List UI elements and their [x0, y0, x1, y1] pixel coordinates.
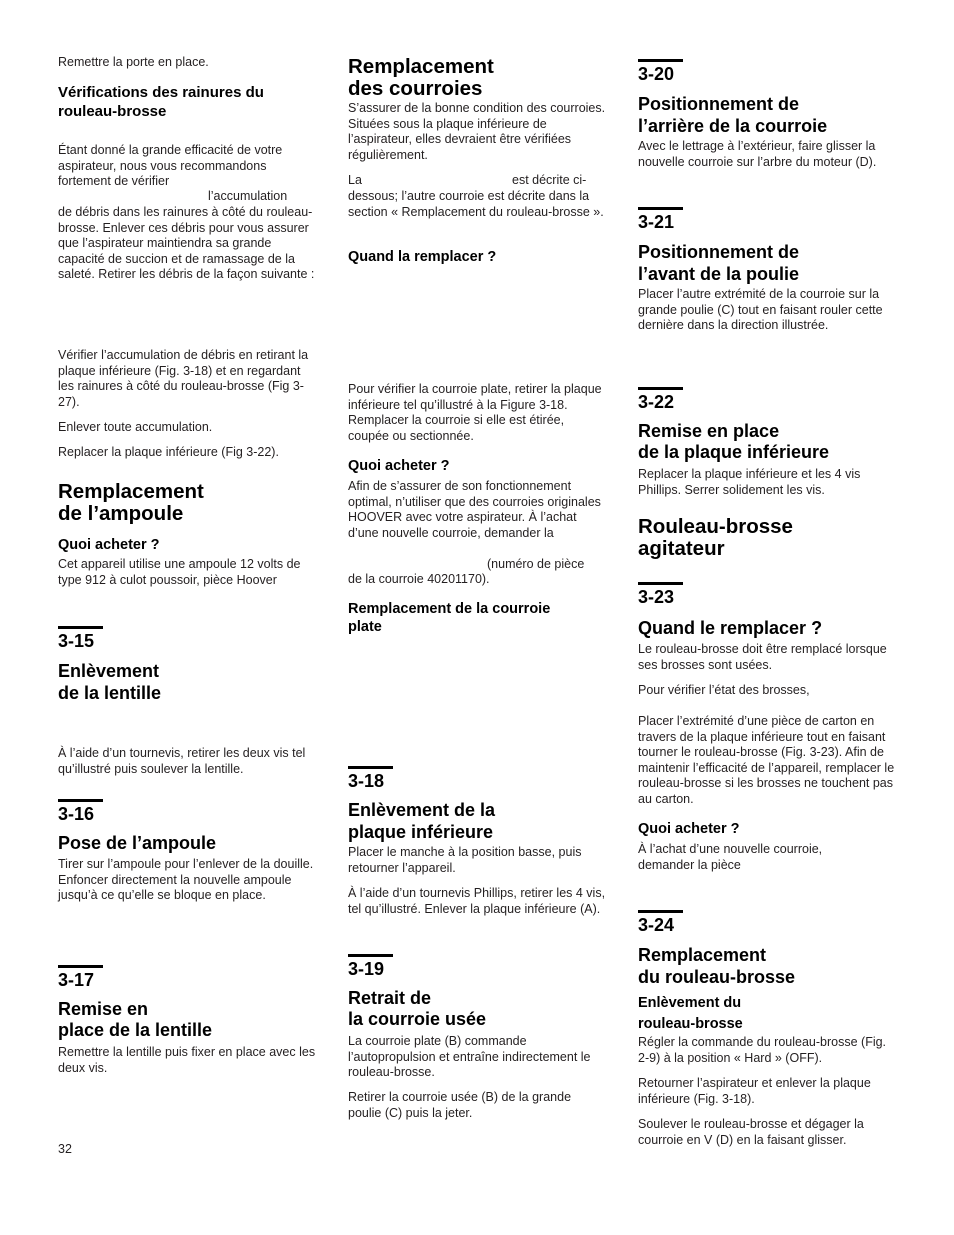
- section-3-22-title: Remise en place de la plaque inférieure: [638, 421, 830, 462]
- section-3-18-text-2: À l’aide d’un tournevis Phillips, retirer les 4 vis, tel qu’illustré. Enlever la plaque inférieure (A).: [348, 886, 606, 916]
- section-3-17-title: Remise en place de la lentille: [58, 999, 213, 1040]
- courroies-text: S’assurer de la bonne condition des courroies. Situées sous la plaque inférieure de l’aspirateur, elles devraient être vérifiées régulièrement.: [348, 101, 606, 162]
- section-3-24-text-2: Retourner l’aspirateur et enlever la plaque inférieure (Fig. 3-18).: [638, 1076, 871, 1106]
- section-3-19-title: Retrait de la courroie usée: [348, 988, 487, 1029]
- section-3-20-title: Positionnement de l’arrière de la courroie: [638, 94, 828, 136]
- courroies-title: Remplacement des courroies: [348, 55, 494, 100]
- section-3-16-title: Pose de l’ampoule: [58, 833, 217, 853]
- section-3-15-title: Enlèvement de la lentille: [58, 661, 162, 703]
- section-3-21-text: Placer l’autre extrémité de la courroie sur la grande poulie (C) tout en faisant rouler cette dernière dans la direction illustrée.: [638, 287, 883, 333]
- col1-quoi-title: Quoi acheter ?: [58, 537, 160, 553]
- section-3-23-text-2: Pour vérifier l’état des brosses,: [638, 683, 810, 697]
- section-3-23-text-3: Placer l’extrémité d’une pièce de carton en travers de la plaque inférieure tout en faisant tourner le rouleau-brosse (Fig. 3-23). Afin de maintenir l’efficacité de l’appareil, remplacer le rouleau-brosse si les brosses ne touchent pas au carton.: [638, 714, 895, 806]
- section-3-24-text-3: Soulever le rouleau-brosse et dégager la courroie en V (D) en la faisant glisser.: [638, 1117, 864, 1147]
- section-3-16-text: Tirer sur l’ampoule pour l’enlever de la douille. Enfoncer directement la nouvelle ampoule jusqu’à ce qu’elle se bloque en place.: [58, 857, 314, 903]
- section-3-22-text: Replacer la plaque inférieure et les 4 vis Phillips. Serrer solidement les vis.: [638, 467, 861, 497]
- quand-la-remplacer-title: Quand la remplacer ?: [348, 249, 497, 265]
- section-3-19-text-1: La courroie plate (B) commande l’autopropulsion et entraîne indirectement le rouleau-brosse.: [348, 1034, 591, 1080]
- col2-quoi-text-2: (numéro de pièce: [487, 557, 585, 571]
- page-number: 32: [58, 1142, 72, 1156]
- section-3-16-number: 3-16: [58, 799, 103, 824]
- verif-title: Vérifications des rainures du rouleau-brosse: [58, 84, 264, 120]
- section-3-15-text: À l’aide d’un tournevis, retirer les deux vis tel qu’illustré puis soulever la lentille.: [58, 746, 306, 776]
- section-3-24-text-1: Régler la commande du rouleau-brosse (Fig. 2-9) à la position « Hard » (OFF).: [638, 1035, 887, 1065]
- courroies-text-2c: dessous; l’autre courroie est décrite dans la section « Remplacement du rouleau-brosse ».: [348, 189, 604, 219]
- section-3-21-title: Positionnement de l’avant de la poulie: [638, 242, 800, 284]
- courroie-plate-title: Remplacement de la courroie plate: [348, 601, 551, 635]
- col2-quoi-text: Afin de s’assurer de son fonctionnement optimal, n’utiliser que des courroies originales HOOVER avec votre aspirateur. À l’achat d’une nouvelle courroie, demander la: [348, 479, 601, 540]
- col3-quoi-title: Quoi acheter ?: [638, 821, 740, 837]
- section-3-23-number: 3-23: [638, 582, 683, 607]
- col3-quoi-text: À l’achat d’une nouvelle courroie, demander la pièce: [638, 842, 823, 872]
- col1-quoi-text: Cet appareil utilise une ampoule 12 volts de type 912 à culot poussoir, pièce Hoover: [58, 557, 301, 587]
- section-3-19-number: 3-19: [348, 954, 393, 979]
- section-3-23-text-1: Le rouleau-brosse doit être remplacé lorsque ses brosses sont usées.: [638, 642, 887, 672]
- verif-text-3: de débris dans les rainures à côté du rouleau-brosse. Enlever ces débris pour vous assurer que l’aspirateur maintiendra sa grande capacité de succion et de ramassage de la saleté. Retirer les débris de la façon suivante :: [58, 205, 315, 282]
- section-3-20-text: Avec le lettrage à l’extérieur, faire glisser la nouvelle courroie sur l’arbre du moteur (D).: [638, 139, 877, 169]
- courroies-text-2a: La: [348, 173, 362, 187]
- section-3-24-number: 3-24: [638, 910, 683, 935]
- verif-step-3: Replacer la plaque inférieure (Fig 3-22).: [58, 445, 279, 459]
- col2-quoi-text-3: de la courroie 40201170).: [348, 572, 490, 586]
- intro-text: Remettre la porte en place.: [58, 55, 209, 69]
- section-3-17-text: Remettre la lentille puis fixer en place avec les deux vis.: [58, 1045, 316, 1075]
- verif-text-2: l’accumulation: [208, 189, 288, 203]
- section-3-21-number: 3-21: [638, 207, 683, 232]
- section-3-18-text-1: Placer le manche à la position basse, puis retourner l’appareil.: [348, 845, 582, 875]
- col2-quoi-title: Quoi acheter ?: [348, 458, 450, 474]
- section-3-18-number: 3-18: [348, 766, 393, 791]
- section-3-24-title: Remplacement du rouleau-brosse: [638, 945, 796, 987]
- enlevement-rouleau-title: Enlèvement du rouleau-brosse: [638, 995, 743, 1032]
- section-3-22-number: 3-22: [638, 387, 683, 412]
- ampoule-title: Remplacement de l’ampoule: [58, 480, 204, 525]
- section-3-23-title: Quand le remplacer ?: [638, 618, 823, 638]
- section-3-20-number: 3-20: [638, 59, 683, 84]
- quand-la-remplacer-text: Pour vérifier la courroie plate, retirer la plaque inférieure tel qu’illustré à la Figure 3-18. Remplacer la courroie si elle est étirée, coupée ou sectionnée.: [348, 382, 602, 443]
- verif-step-1: Vérifier l’accumulation de débris en retirant la plaque inférieure (Fig. 3-18) et en regardant les rainures à côté du rouleau-brosse (Fig 3-27).: [58, 348, 309, 409]
- section-3-15-number: 3-15: [58, 626, 103, 651]
- verif-text: Étant donné la grande efficacité de votre aspirateur, nous vous recommandons fortement de vérifier: [58, 143, 283, 189]
- courroies-text-2b: est décrite ci-: [512, 173, 587, 187]
- verif-step-2: Enlever toute accumulation.: [58, 420, 213, 434]
- agitateur-title: Rouleau-brosse agitateur: [638, 515, 793, 560]
- section-3-17-number: 3-17: [58, 965, 103, 990]
- section-3-19-text-2: Retirer la courroie usée (B) de la grande poulie (C) puis la jeter.: [348, 1090, 572, 1120]
- section-3-18-title: Enlèvement de la plaque inférieure: [348, 800, 496, 842]
